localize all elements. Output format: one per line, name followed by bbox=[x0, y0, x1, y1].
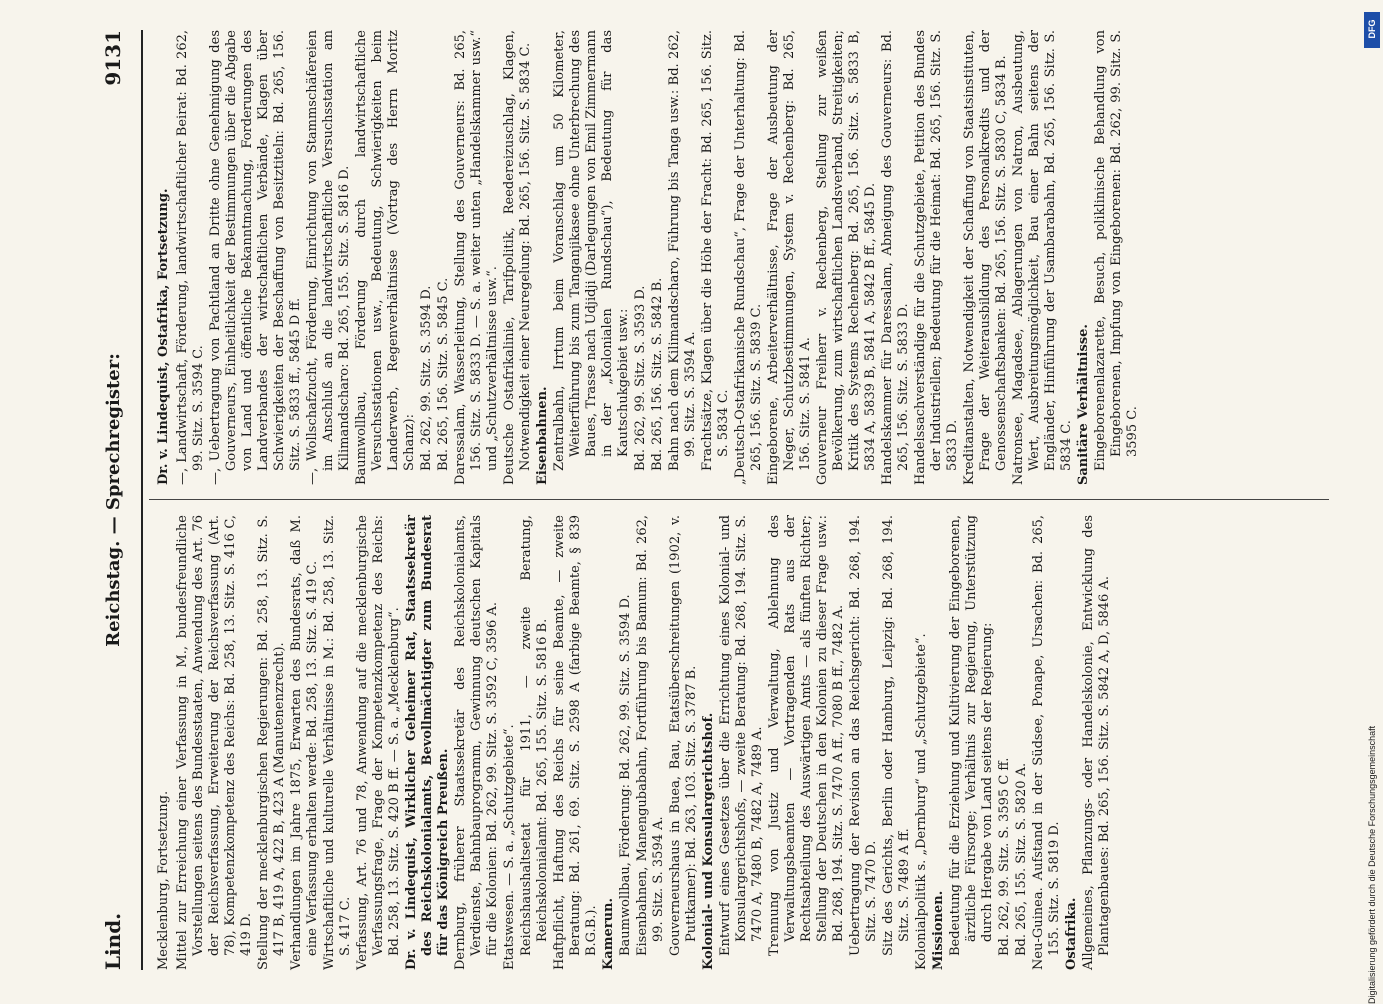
entry: Bd. 265, 155. Sitz. S. 5820 A. bbox=[1014, 762, 1029, 956]
entry: Etatswesen. — S. a. „Schutzgebiete“. bbox=[502, 724, 517, 970]
entry: Dernburg, früherer Staatssekretär des Reichskolonialamts, Verdienste, Bahnbauprogramm, Gewinnung deutschen Kapitals für die Kolonien: Bd. 262, 99. Sitz. S. 3592 C, 3596 A. bbox=[453, 515, 500, 970]
entry: Eingeborene, Arbeiterverhältnisse, Frage der Ausbeutung der Neger, Schutzbestimmungen, System v. Rechenberg: Bd. 265, 156. Sitz. S. 5841 A. bbox=[766, 30, 813, 485]
entry: Gouverneur Freiherr v. Rechenberg, Stellung zur weißen Bevölkerung, zum wirtschaftlichen Landsverband, Streitigkeiten; Kritik des Systems Rechenberg: Bd. 265, 156. Sitz. S. 5833 B, 5834 A, 5839 B, 5841 A, 5842 B ff., 5845 D. bbox=[815, 30, 878, 485]
entry: Bahn nach dem Kilimandscharo, Führung bis Tanga usw.: Bd. 262, 99. Sitz. S. 3594 A. bbox=[667, 30, 698, 471]
entry: Sitz des Gerichts, Berlin oder Hamburg, Leipzig: Bd. 268, 194. Sitz. S. 7489 A ff. bbox=[881, 515, 912, 956]
entry: „Deutsch-Ostafrikanische Rundschau“, Frage der Unterhaltung: Bd. 265, 156. Sitz. S. 5839 C. bbox=[733, 30, 764, 485]
entry: Kolonialpolitik s. „Dernburg“ und „Schutzgebiete“. bbox=[914, 633, 929, 970]
section-heading: Kamerun. bbox=[601, 897, 616, 970]
entry: Bd. 262, 99. Sitz. S. 3594 D. bbox=[419, 285, 434, 471]
section-heading: Eisenbahnen. bbox=[535, 386, 550, 485]
entry: Stellung der mecklenburgischen Regierungen: Bd. 258, 13. Sitz. S. 417 B, 419 A, 422 B, 423 A (Manutenenzrecht). bbox=[256, 515, 287, 970]
entry: Reichshaushaltsetat für 1911, — zweite Beratung, Reichskolonialamt: Bd. 265, 155. Sitz. S. 5816 B. bbox=[519, 515, 550, 956]
right-column bbox=[156, 30, 1142, 485]
entry: Wirtschaftliche und kulturelle Verhältnisse in M.: Bd. 258, 13. Sitz. S. 417 C. bbox=[322, 515, 353, 970]
entry: Kreditanstalten, Notwendigkeit der Schaffung von Staatsinstituten, Frage der Weiterausbildung des Personalkredits und der Genossenschaftsbanken: Bd. 265, 156. Sitz. S. 5830 C, 5834 B. bbox=[962, 30, 1009, 485]
entry: Bd. 265, 156. Sitz. S. 5845 C. bbox=[436, 277, 451, 471]
entry: Trennung von Justiz und Verwaltung, Ablehnung des Verwaltungsbeamten — Vortragenden Rats aus der Rechtsabteilung des Auswärtigen Amts — als fünften Richter; Stellung der Deutschen in den Kolonien zu dieser Frage usw.: Bd. 268, 194. Sitz. S. 7470 A ff., 7080 B ff., 7482 A. bbox=[767, 515, 846, 956]
entry: Entwurf eines Gesetzes über die Errichtung eines Kolonial- und Konsulargerichtshofs, — zweite Beratung: Bd. 268, 194. Sitz. S. 7470 A, 7480 B, 7482 A, 7489 A. bbox=[718, 515, 765, 956]
entry: Deutsche Ostafrikalinie, Tarifpolitik, Reedereizuschlag, Klagen, Notwendigkeit einer Neuregelung: Bd. 265, 156. Sitz. S. 5834 C. bbox=[502, 30, 533, 485]
entry: Bd. 262, 99. Sitz. S. 3595 C ff. bbox=[997, 757, 1012, 956]
column-divider bbox=[149, 499, 1329, 500]
entry: Eisenbahnen, Manengubabahn, Fortführung bis Bamum: Bd. 262, 99. Sitz. S. 3594 A. bbox=[635, 515, 666, 956]
header-title: Reichstag. — Sprechregister: bbox=[103, 353, 124, 647]
entry: —, Wollschafzucht, Förderung, Einrichtung von Stammschäfereien im Anschluß an die landwirtschaftliche Versuchsstation am Kilimandscharo: Bd. 265, 155. Sitz. S. 5816 D. bbox=[305, 30, 352, 485]
left-column bbox=[156, 515, 1114, 970]
section-heading: Missionen. bbox=[931, 890, 946, 970]
entry: Mittel zur Erreichung einer Verfassung in M., bundesfreundliche Vorstellungen seitens des Bundesstaaten, Anwendung des Art. 76 der Reichsverfassung, Erweiterung der Reichsverfassung (Art. 78), Kompetenzkompetenz des Reichs: Bd. 258, 13. Sitz. S. 416 C, 419 D. bbox=[175, 515, 254, 970]
entry: Daressalam, Wasserleitung, Stellung des Gouverneurs: Bd. 265, 156. Sitz. S. 5833 D. — S. a. weiter unten „Handelskammer usw.“ und „Schutzverhältnisse usw.“. bbox=[453, 30, 500, 485]
entry: Handelskammer für Daressalam, Abneigung des Gouverneurs: Bd. 265, 156. Sitz. S. 5833 D. bbox=[880, 30, 911, 485]
entry: Baumwollbau, Förderung: Bd. 262, 99. Sitz. S. 3594 D. bbox=[618, 594, 633, 956]
entry: Bd. 265, 156. Sitz. S. 5842 B. bbox=[650, 277, 665, 471]
header-rule bbox=[141, 30, 143, 970]
entry: Haftpflicht, Haftung des Reichs für seine Beamte, — zweite Beratung: Bd. 261, 69. Sitz. S. 2598 A (farbige Beamte, § 839 B.G.B.). bbox=[552, 515, 599, 970]
rotated-page bbox=[41, 30, 1341, 970]
section-heading: Sanitäre Verhältnisse. bbox=[1076, 324, 1091, 485]
entry: Frachtsätze, Klagen über die Höhe der Fracht: Bd. 265, 156. Sitz. S. 5834 C. bbox=[700, 30, 731, 471]
entry: Gouverneurshaus in Buea, Bau, Etatsüberschreitungen (1902, v. Puttkamer): Bd. 263, 103. Sitz. S. 3787 B. bbox=[668, 515, 699, 956]
section-heading: Kolonial- und Konsulargerichtshof. bbox=[701, 712, 716, 970]
entry: Eingeborenenlazarette, Besuch, poliklinische Behandlung von Eingeborenen, Impfung von Eingeborenen: Bd. 262, 99. Sitz. S. 3595 C. bbox=[1093, 30, 1140, 471]
entry: Natronsee, Magadsee, Ablagerungen von Natron, Ausbeutung, Wert, Ausbreitungsmöglichkeit, Bau einer Bahn seitens der Engländer, Hinführung der Usambarabahn, Bd. 265, 156. Sitz. S. 5834 C. bbox=[1011, 30, 1074, 485]
entry: Bd. 262, 99. Sitz. S. 3593 D. bbox=[633, 285, 648, 471]
entry: Neu-Guinea. Aufstand in der Südsee, Ponape, Ursachen: Bd. 265, 155. Sitz. S. 5819 D. bbox=[1031, 515, 1062, 970]
continuation-head: Dr. v. Lindequist, Ostafrika, Fortsetzung. bbox=[156, 188, 171, 485]
entry: —, Uebertragung von Pachtland an Dritte ohne Genehmigung des Gouverneurs, Einheitlichkeit der Bestimmungen über die Abgabe von Land und öffentliche Bekanntmachung, Forderungen des Landverbandes der wirtschaftlichen Verbände, Klagen über Schwierigkeiten der Beschaffung von Besitztiteln: Bd. 265, 156. Sitz. S. 5833 ff., 5845 D ff. bbox=[208, 30, 303, 485]
section-heading: Ostafrika. bbox=[1064, 897, 1079, 970]
entry: Handelssachverständige für die Schutzgebiete, Petition des Bundes der Industriellen; Bedeutung für die Heimat: Bd. 265, 156. Sitz. S. 5833 D. bbox=[913, 30, 960, 485]
entry: Verhandlungen im Jahre 1875, Erwarten des Bundesrats, daß M. eine Verfassung erhalten werde: Bd. 258, 13. Sitz. S. 419 C. bbox=[289, 515, 320, 970]
page-number: 9131 bbox=[101, 30, 125, 86]
entry: Zentralbahn, Irrtum beim Voranschlag um 50 Kilometer, Weiterführung bis zum Tanganjikasee ohne Unterbrechung des Baues, Trasse nach Udjidji (Darlegungen von Emil Zimmermann in der „Kolonialen Rundschau“), Bedeutung für das Kautschukgebiet usw.: bbox=[552, 30, 631, 471]
entry: Allgemeines, Pflanzungs- oder Handelskolonie, Entwicklung des Plantagenbaues: Bd. 265, 156. Sitz. S. 5842 A, D, 5846 A. bbox=[1081, 515, 1112, 970]
entry: —, Landwirtschaft, Förderung, landwirtschaftlicher Beirat: Bd. 262, 99. Sitz. S. 3594 C. bbox=[175, 30, 206, 485]
digitization-sidebar bbox=[1363, 8, 1381, 1004]
dfg-logo: DFG bbox=[1364, 12, 1380, 48]
entry: Verfassung, Art. 76 und 78, Anwendung auf die mecklenburgische Verfassungsfrage, Frage der Kompetenzkompetenz des Reichs: Bd. 258, 13. Sitz. S. 420 B ff. — S. a. „Mecklenburg“. bbox=[355, 515, 402, 970]
header-left-keyword: Lind. bbox=[101, 912, 125, 970]
entry: Uebertragung der Revision an das Reichsgericht: Bd. 268, 194. Sitz. S. 7470 D. bbox=[848, 515, 879, 956]
entry: Baumwollbau, Förderung durch landwirtschaftliche Versuchsstationen usw., Bedeutung, Schwierigkeiten beim Landerwerb, Regenverhältnisse (Vortrag des Herrn Moritz Schanz): bbox=[354, 30, 417, 485]
person-heading: Dr. v. Lindequist, Wirklicher Geheimer Rat, Staatssekretär des Reichskolonialamts, Bevollmächtigter zum Bundesrat für das Königreich Preußen. bbox=[404, 515, 451, 970]
page-header bbox=[101, 30, 141, 970]
continuation-head: Mecklenburg, Fortsetzung. bbox=[156, 790, 171, 970]
digitization-note: Digitalisierung gefördert durch die Deutsche Forschungsgemeinschaft bbox=[1367, 725, 1377, 1004]
entry: Bedeutung für die Erziehung und Kultivierung der Eingeborenen, ärztliche Fürsorge; Verhältnis zur Regierung, Unterstützung durch Hergabe von Land seitens der Regierung: bbox=[948, 515, 995, 956]
